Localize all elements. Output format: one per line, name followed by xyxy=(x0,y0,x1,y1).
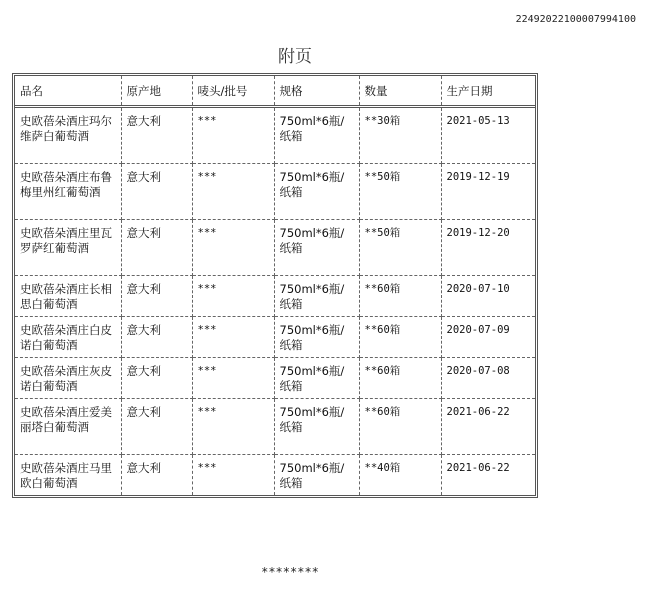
cell-quantity: **30箱 xyxy=(359,107,441,164)
table-row xyxy=(15,317,535,358)
cell-mark-batch: *** xyxy=(192,220,274,276)
cell-product-name: 史欧蓓朵酒庄里瓦罗萨红葡萄酒 xyxy=(15,220,121,276)
table-row xyxy=(15,276,535,317)
cell-origin: 意大利 xyxy=(121,358,192,399)
cell-origin: 意大利 xyxy=(121,455,192,496)
cell-spec: 750ml*6瓶/纸箱 xyxy=(274,276,359,317)
cell-production-date: 2021-05-13 xyxy=(441,107,535,164)
header-quantity: 数量 xyxy=(359,76,441,107)
cell-product-name: 史欧蓓朵酒庄马里欧白葡萄酒 xyxy=(15,455,121,496)
cell-quantity: **50箱 xyxy=(359,220,441,276)
cell-product-name: 史欧蓓朵酒庄爱美丽塔白葡萄酒 xyxy=(15,399,121,455)
table-body xyxy=(15,107,535,496)
cell-mark-batch: *** xyxy=(192,164,274,220)
cell-origin: 意大利 xyxy=(121,399,192,455)
cell-spec: 750ml*6瓶/纸箱 xyxy=(274,358,359,399)
cell-product-name: 史欧蓓朵酒庄灰皮诺白葡萄酒 xyxy=(15,358,121,399)
cell-origin: 意大利 xyxy=(121,317,192,358)
cell-production-date: 2020-07-09 xyxy=(441,317,535,358)
cell-production-date: 2019-12-19 xyxy=(441,164,535,220)
cell-production-date: 2021-06-22 xyxy=(446,462,510,474)
table-row xyxy=(15,455,535,496)
cell-production-date: 2020-07-08 xyxy=(441,358,535,399)
cell-mark-batch: *** xyxy=(192,317,274,358)
goods-table-frame xyxy=(12,73,538,498)
cell-origin: 意大利 xyxy=(121,276,192,317)
cell-product-name: 史欧蓓朵酒庄长相思白葡萄酒 xyxy=(15,276,121,317)
cell-quantity: **60箱 xyxy=(359,358,441,399)
header-spec: 规格 xyxy=(274,76,359,107)
cell-spec: 750ml*6瓶/纸箱 xyxy=(274,164,359,220)
header-mark-batch: 唛头/批号 xyxy=(192,76,274,107)
cell-origin: 意大利 xyxy=(121,107,192,164)
cell-quantity: **40箱 xyxy=(359,455,441,496)
cell-quantity: **60箱 xyxy=(359,276,441,317)
cell-quantity: **60箱 xyxy=(359,399,441,455)
cell-product-name: 史欧蓓朵酒庄白皮诺白葡萄酒 xyxy=(15,317,121,358)
table-row xyxy=(15,107,535,164)
cell-quantity: **60箱 xyxy=(359,317,441,358)
table-row xyxy=(15,164,535,220)
cell-production-date: 2021-06-22 xyxy=(441,399,535,455)
header-origin: 原产地 xyxy=(121,76,192,107)
table-row xyxy=(15,220,535,276)
cell-mark-batch: *** xyxy=(192,358,274,399)
cell-spec: 750ml*6瓶/纸箱 xyxy=(274,220,359,276)
cell-quantity: **50箱 xyxy=(359,164,441,220)
goods-table xyxy=(15,76,535,495)
table-row xyxy=(15,358,535,399)
page-title: 附页 xyxy=(278,47,312,67)
header-product-name: 品名 xyxy=(15,76,121,107)
cell-mark-batch: *** xyxy=(192,107,274,164)
header-production-date: 生产日期 xyxy=(441,76,535,107)
cell-production-date: 2020-07-10 xyxy=(441,276,535,317)
cell-mark-batch: *** xyxy=(192,455,274,496)
document-id: 22492022100007994100 xyxy=(515,14,636,25)
cell-production-date: 2019-12-20 xyxy=(441,220,535,276)
table-header-row xyxy=(15,76,535,107)
cell-product-name: 史欧蓓朵酒庄布鲁梅里州红葡萄酒 xyxy=(15,164,121,220)
cell-origin: 意大利 xyxy=(121,220,192,276)
cell-mark-batch: *** xyxy=(192,399,274,455)
cell-spec: 750ml*6瓶/纸箱 xyxy=(274,455,359,496)
cell-spec: 750ml*6瓶/纸箱 xyxy=(274,107,359,164)
table-row xyxy=(15,399,535,455)
cell-spec: 750ml*6瓶/纸箱 xyxy=(274,399,359,455)
cell-mark-batch: *** xyxy=(192,276,274,317)
cell-origin: 意大利 xyxy=(121,164,192,220)
cell-product-name: 史欧蓓朵酒庄玛尔维萨白葡萄酒 xyxy=(15,107,121,164)
cell-spec: 750ml*6瓶/纸箱 xyxy=(274,317,359,358)
footer-mark: ******** xyxy=(261,565,319,579)
